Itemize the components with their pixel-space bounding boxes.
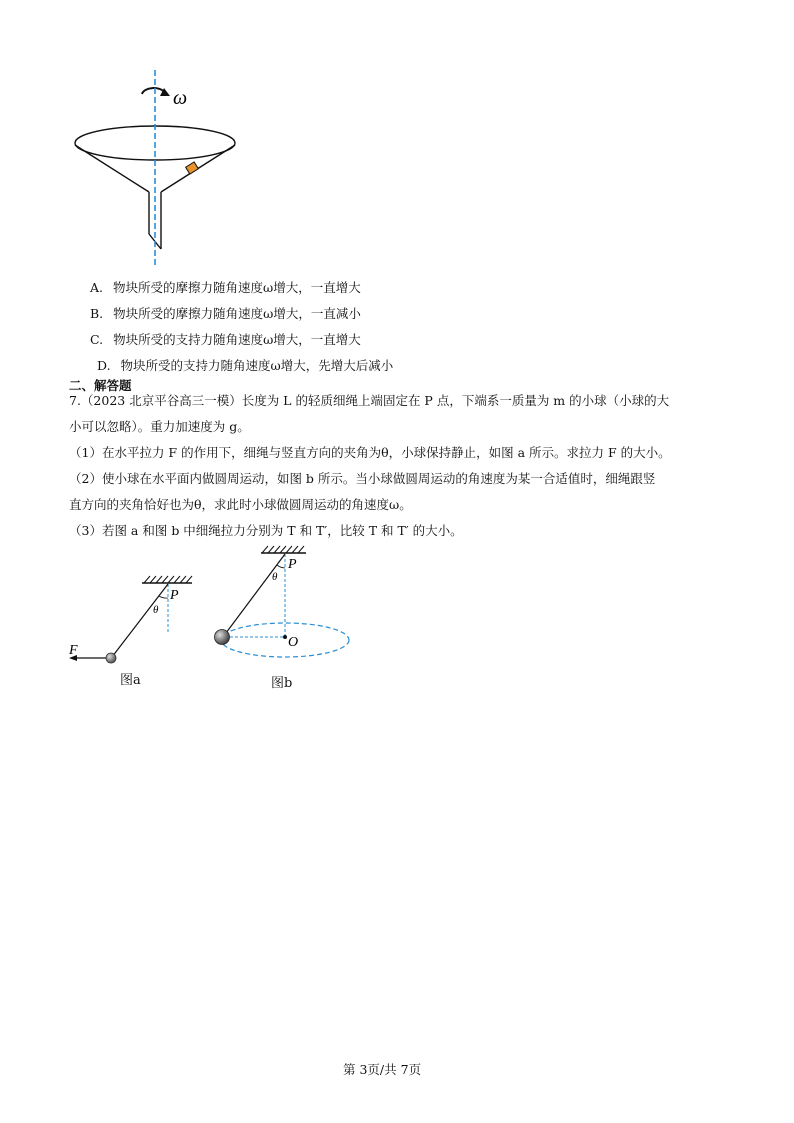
option-b: [90, 306, 361, 322]
option-a: [90, 280, 361, 296]
funnel-left-side: [75, 145, 149, 192]
ball: [215, 630, 230, 645]
circular-path: [221, 623, 349, 657]
label-theta: θ: [272, 571, 278, 583]
option-text: 物块所受的支持力随角速度ω增大，先增大后减小: [120, 358, 394, 373]
option-letter: C.: [90, 332, 104, 347]
option-letter: D.: [97, 358, 111, 373]
omega-label: ω: [173, 87, 188, 109]
option-letter: A.: [90, 280, 104, 295]
angle-arc: [277, 565, 285, 568]
option-c: [90, 332, 361, 348]
label-p: P: [170, 588, 179, 603]
page-footer: 第 3页/共 7页: [343, 1062, 422, 1077]
label-o: O: [288, 635, 299, 650]
figure-b: [205, 540, 360, 670]
section-heading: 二、解答题: [69, 378, 132, 393]
ceiling-hatch: [144, 576, 192, 583]
rope: [112, 584, 168, 657]
label-p: P: [288, 557, 297, 572]
figure-b-caption: 图b: [271, 676, 293, 691]
question-line-2: 小可以忽略）。重力加速度为 g。: [69, 419, 250, 434]
question-part-3: （3）若图 a 和图 b 中细绳拉力分别为 T 和 T′，比较 T 和 T′ 的大小。: [69, 523, 463, 538]
funnel-figure: [60, 62, 260, 272]
option-d: [97, 358, 393, 374]
option-text: 物块所受的摩擦力随角速度ω增大，一直减小: [113, 306, 361, 321]
block: [186, 162, 199, 174]
option-text: 物块所受的摩擦力随角速度ω增大，一直增大: [113, 280, 361, 295]
ball: [106, 653, 116, 663]
rotation-arrow-icon: [142, 88, 164, 94]
question-part-2-line-2: 直方向的夹角恰好也为θ，求此时小球做圆周运动的角速度ω。: [69, 497, 412, 512]
label-theta: θ: [153, 604, 159, 616]
question-part-2-line-1: （2）使小球在水平面内做圆周运动，如图 b 所示。当小球做圆周运动的角速度为某一合适值时，细绳跟竖: [69, 471, 656, 486]
question-part-1: （1）在水平拉力 F 的作用下，细绳与竖直方向的夹角为θ，小球保持静止，如图 a 所示。求拉力 F 的大小。: [69, 445, 671, 460]
label-f: F: [69, 643, 78, 658]
angle-arc: [159, 596, 168, 598]
option-text: 物块所受的支持力随角速度ω增大，一直增大: [113, 332, 361, 347]
ceiling-hatch: [262, 546, 304, 553]
question-line-1: 7.（2023 北京平谷高三一模）长度为 L 的轻质细绳上端固定在 P 点，下端系一质量为 m 的小球（小球的大: [69, 393, 670, 408]
figure-a-caption: 图a: [120, 673, 141, 688]
option-letter: B.: [90, 306, 104, 321]
center-point: [283, 635, 287, 639]
